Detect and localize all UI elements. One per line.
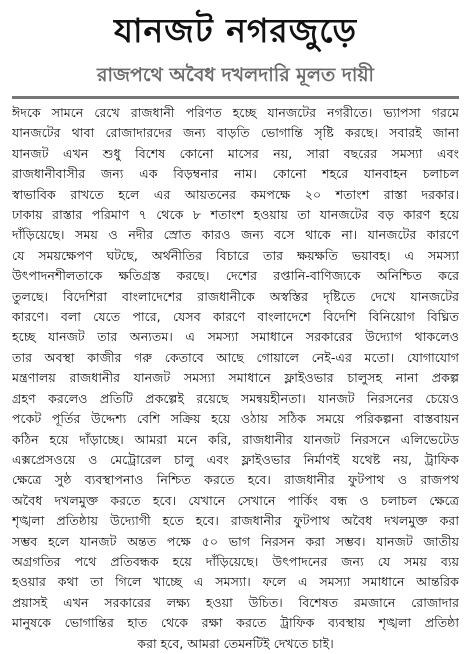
article-line: হওয়ার কথা তা গিলে খাচ্ছে এ সমস্যা। ফলে এ সমস্যা সমাধানে আন্তরিক <box>12 574 459 590</box>
article-line: যানজটের থাবা রোজাদারদের জন্য বাড়তি ভোগান্তি সৃষ্টি করছে। সবারই জানা <box>12 125 459 141</box>
article-line: উৎপাদনশীলতাকে ক্ষতিগ্রস্ত করছে। দেশের রপ্তানি-বাণিজ্যকে অনিশ্চিত করে <box>12 268 459 284</box>
article-line: অবৈধ দখলমুক্ত করতে হবে। যেখানে সেখানে পার্কিং বন্ধ ও চলাচল ক্ষেত্রে <box>12 492 459 508</box>
article-body <box>12 103 459 654</box>
article-line: করা হবে, আমরা তেমনটিই দেখতে চাই। <box>137 635 334 651</box>
article-line: যানজট এখন শুধু বিশেষ কোনো মাসের নয়, সারা বছরের সমস্যা এবং <box>12 145 459 161</box>
headline: যানজট নগরজুড়ে <box>113 11 358 50</box>
article-line: প্রয়াসই এখন সরকারের লক্ষ্য হওয়া উচিত। বিশেষত রমজানে রোজাদার <box>12 594 459 610</box>
article-line: সম্ভব হলে যানজট অন্তত পক্ষে ৫০ ভাগ নিরসন করা সম্ভব। যানজট জাতীয় <box>12 533 459 549</box>
article-line: তুলছে। বিদেশিরা বাংলাদেশের রাজধানীকে অস্বস্তির দৃষ্টিতে দেখে যানজটের <box>12 288 459 304</box>
article-line: কঠিন হয়ে দাঁড়াচ্ছে। আমরা মনে করি, রাজধানীর যানজট নিরসনে এলিভেটেড <box>12 431 459 447</box>
article-line: এক্সপ্রেসওয়ে ও মেট্রোরেল চালু এবং ফ্লাইওভার নির্মাণই যথেষ্ট নয়, ট্রাফিক <box>12 451 459 467</box>
article-line: পকেট পূর্তির উদ্দেশ্য বেশি সক্রিয় হয়ে ওঠায় সঠিক সময়ে পরিকল্পনা বাস্তবায়ন <box>12 411 459 427</box>
article-line: গ্রহণ করলেও প্রতিটি প্রকল্পেই রয়েছে সমন্বয়হীনতা। যানজট নিরসনের চেয়েও <box>12 390 459 406</box>
article-line: তার অবস্থা কাজীর গরু কেতাবে আছে গোয়ালে নেই-এর মতো। যোগাযোগ <box>12 349 459 365</box>
article-line: শৃঙ্খলা প্রতিষ্ঠায় উদ্যোগী হতে হবে। রাজধানীর ফুটপাথ অবৈধ দখলমুক্ত করা <box>12 513 459 529</box>
article-line: ক্ষেত্রে সুষ্ঠ ব্যবস্থাপনাও নিশ্চিত করতে হবে। রাজধানীর ফুটপাথ ও রাজপথ <box>12 472 459 488</box>
article-line: স্বাভাবিক রাখতে হলে এর আয়তনের কমপক্ষে ২০ শতাংশ রাস্তা দরকার। <box>12 186 459 202</box>
article-line: মন্ত্রণালয় রাজধানীর যানজট সমস্যা সমাধানে ফ্লাইওভার চালুসহ নানা প্রকল্প <box>12 370 459 386</box>
divider <box>12 96 459 99</box>
article-line: মানুষকে ভোগান্তির হাত থেকে রক্ষা করতে ট্রাফিক ব্যবস্থায় শৃঙ্খলা প্রতিষ্ঠা <box>12 615 459 631</box>
article-line: রাজধানীবাসীর জন্য এক বিড়ম্বনার নাম। কোনো শহরে যানবাহন চলাচল <box>12 166 459 182</box>
subheadline: রাজপথে অবৈধ দখলদারি মূলত দায়ী <box>97 64 374 86</box>
article-line: কারণে। বলা যেতে পারে, যেসব কারণে বাংলাদেশে বিদেশি বিনিয়োগ বিঘ্নিত <box>12 309 459 325</box>
article-line: হচ্ছে যানজট তার অন্যতম। এ সমস্যা সমাধানে সরকারের উদ্যোগ থাকলেও <box>12 329 459 345</box>
article-line: যে সময়ক্ষেপণ ঘটছে, অর্থনীতির বিচারে তার ক্ষয়ক্ষতি ভয়াবহ। এ সমস্যা <box>12 247 459 263</box>
article-line: ঈদকে সামনে রেখে রাজধানী পরিণত হচ্ছে যানজটের নগরীতে। ভ্যাপসা গরমে <box>12 105 459 120</box>
article-line: দাঁড়িয়েছে। সময় ও নদীর স্রোত কারও জন্য বসে থাকে না। যানজটের কারণে <box>12 227 459 243</box>
article-line: ঢাকায় রাস্তার পরিমাণ ৭ থেকে ৮ শতাংশ হওয়ায় তা যানজটের বড় কারণ হয়ে <box>12 207 459 223</box>
article-line: অগ্রগতির পথে প্রতিবন্ধক হয়ে দাঁড়িয়েছে। উৎপাদনের জন্য যে সময় ব্যয় <box>12 553 459 569</box>
